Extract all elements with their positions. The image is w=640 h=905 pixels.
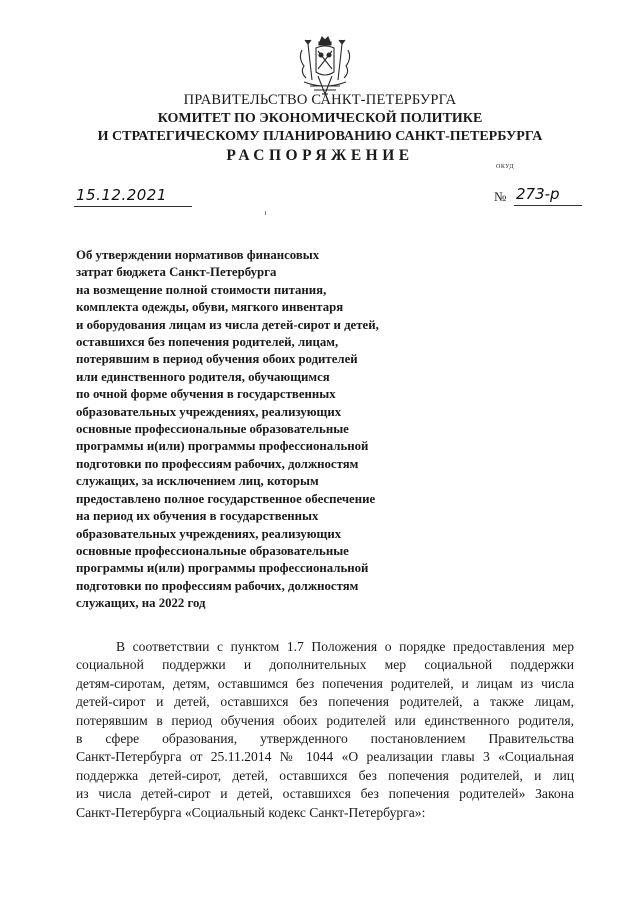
- title-line: на период их обучения в государственных: [76, 509, 319, 524]
- body-line: из числа детей-сирот и детей, оставшихся без попечения родителей» Закона: [76, 786, 574, 802]
- document-title: [76, 247, 456, 613]
- title-line: программы и(или) программы профессиональной: [76, 561, 369, 576]
- title-line: образовательных учреждениях, реализующих: [76, 404, 342, 419]
- title-line: комплекта одежды, обуви, мягкого инвентаря: [76, 300, 344, 315]
- title-line: Об утверждении нормативов финансовых: [76, 248, 320, 262]
- title-line: потерявшим в период обучения обоих родителей: [76, 352, 358, 367]
- number-field: [514, 185, 582, 206]
- body-line: в сфере образования, утвержденного постановлением Правительства: [76, 731, 574, 747]
- title-line: служащих, на 2022 год: [76, 596, 206, 611]
- body-line: социальной поддержки и дополнительных мер социальной поддержки: [76, 657, 574, 673]
- number-label: №: [494, 189, 507, 204]
- body-paragraph: [76, 638, 574, 822]
- committee-name-line2: И СТРАТЕГИЧЕСКОМУ ПЛАНИРОВАНИЮ САНКТ-ПЕТЕРБУРГА: [97, 129, 543, 144]
- body-line: Санкт-Петербурга от 25.11.2014 № 1044 «О реализации главы 3 «Социальная: [76, 749, 574, 765]
- title-line: затрат бюджета Санкт-Петербурга: [76, 265, 277, 280]
- title-line: предоставлено полное государственное обеспечение: [76, 491, 376, 506]
- title-line: основные профессиональные образовательные: [76, 543, 349, 558]
- title-line: образовательных учреждениях, реализующих: [76, 526, 342, 541]
- body-line: детей-сирот и детей, оставшихся без попечения родителей, а также лицам,: [76, 694, 574, 710]
- okud-label: ОКУД: [496, 164, 514, 170]
- title-line: и оборудования лицам из числа детей-сирот и детей,: [76, 317, 379, 332]
- number-value: 273-р: [516, 185, 560, 203]
- body-line: детям-сиротам, детям, оставшимся без попечения родителей, и лицам из числа: [76, 675, 574, 691]
- date-value: 15.12.2021: [76, 186, 167, 204]
- coat-of-arms-icon: [296, 36, 354, 98]
- fold-mark: [265, 211, 266, 215]
- title-line: подготовки по профессиям рабочих, должностям: [76, 578, 359, 593]
- title-line: программы и(или) программы профессиональной: [76, 439, 369, 454]
- title-line: оставшихся без попечения родителей, лицам,: [76, 335, 339, 350]
- title-line: подготовки по профессиям рабочих, должностям: [76, 456, 359, 471]
- title-line: на возмещение полной стоимости питания,: [76, 282, 327, 297]
- body-line: В соответствии с пунктом 1.7 Положения о порядке предоставления мер: [116, 639, 574, 654]
- body-line: Санкт-Петербурга «Социальный кодекс Санкт-Петербурга»:: [76, 804, 426, 820]
- body-line: потерявшим в период обучения обоих родителей или единственного родителя,: [76, 712, 574, 728]
- title-line: служащих, за исключением лиц, которым: [76, 474, 319, 489]
- body-line: поддержка детей-сирот, детей, оставшихся без попечения родителей, и лиц: [76, 767, 574, 783]
- title-line: или единственного родителя, обучающимся: [76, 369, 330, 384]
- committee-name-line1: КОМИТЕТ ПО ЭКОНОМИЧЕСКОЙ ПОЛИТИКЕ: [157, 111, 483, 126]
- document-type: РАСПОРЯЖЕНИЕ: [226, 147, 414, 164]
- title-line: основные профессиональные образовательные: [76, 422, 349, 437]
- government-name: ПРАВИТЕЛЬСТВО САНКТ-ПЕТЕРБУРГА: [183, 92, 457, 108]
- title-line: по очной форме обучения в государственных: [76, 387, 336, 402]
- date-field: [74, 186, 192, 207]
